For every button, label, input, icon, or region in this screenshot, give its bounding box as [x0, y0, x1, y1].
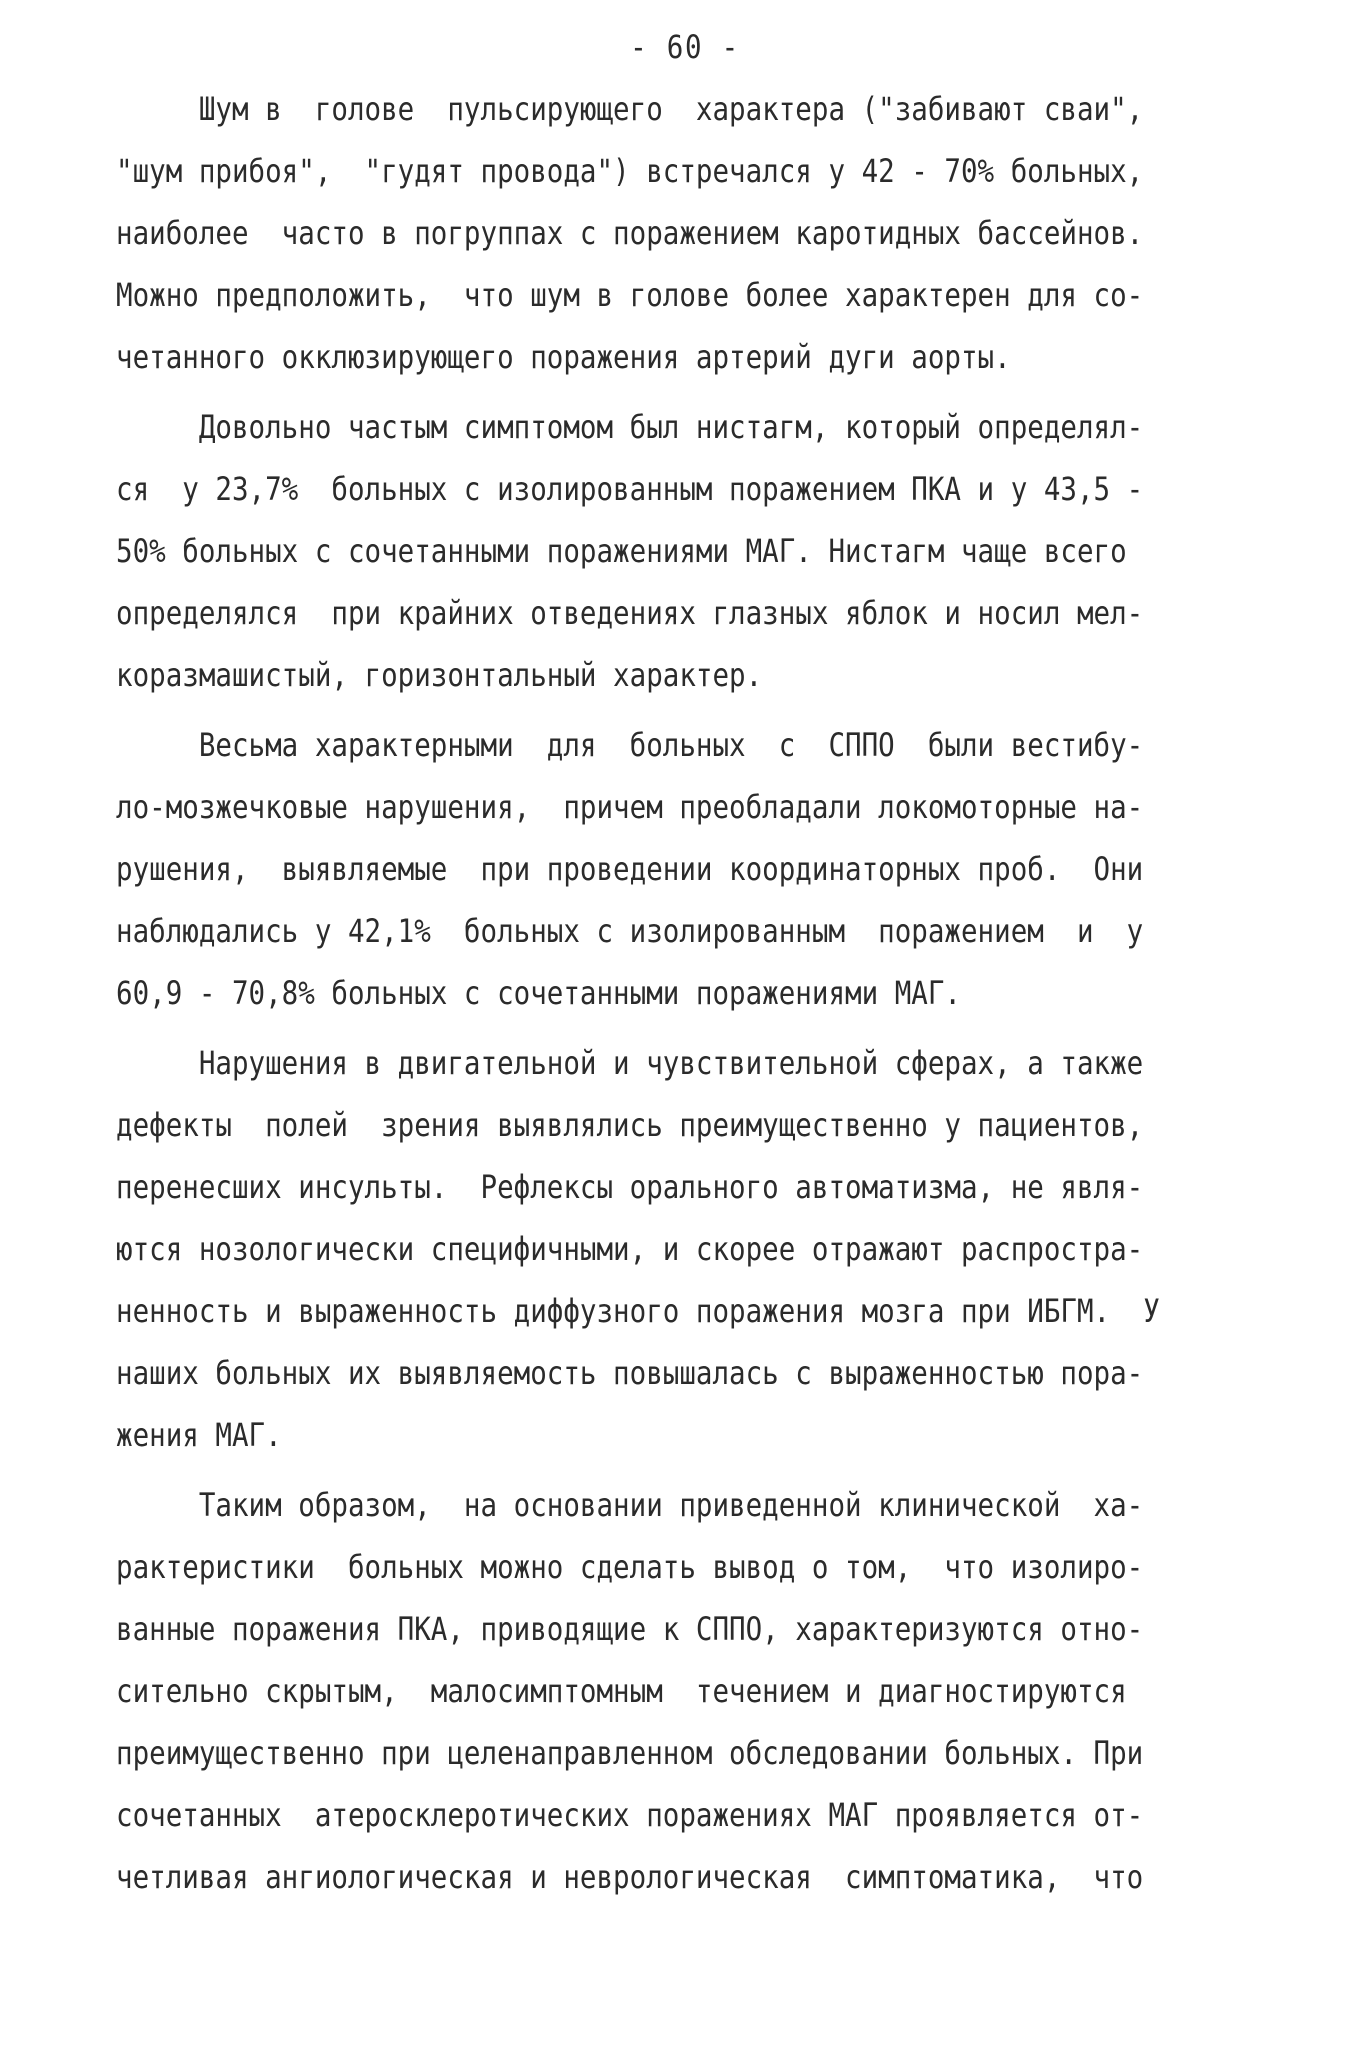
text-line: Нарушения в двигательной и чувствительной сферах, а также [116, 1044, 1144, 1082]
text-line: 60,9 - 70,8% больных с сочетанными поражениями МАГ. [116, 974, 961, 1012]
paragraph-2 [116, 396, 1252, 706]
text-line: четанного окклюзирующего поражения артерий дуги аорты. [116, 338, 1011, 376]
text-line: ненность и выраженность диффузного поражения мозга при ИБГМ. У [116, 1292, 1160, 1330]
text-line: четливая ангиологическая и неврологическая симптоматика, что [116, 1858, 1144, 1896]
text-line: рактеристики больных можно сделать вывод о том, что изолиро- [116, 1548, 1144, 1586]
text-line: "шум прибоя", "гудят провода") встречался у 42 - 70% больных, [116, 152, 1144, 190]
text-line: Шум в голове пульсирующего характера ("забивают сваи", [116, 90, 1144, 128]
body-text [116, 78, 1252, 1916]
paragraph-1 [116, 78, 1252, 388]
paragraph-3 [116, 714, 1252, 1024]
text-line: преимущественно при целенаправленном обследовании больных. При [116, 1734, 1144, 1772]
text-line: Таким образом, на основании приведенной клинической ха- [116, 1486, 1144, 1524]
text-line: Можно предположить, что шум в голове более характерен для со- [116, 276, 1144, 314]
text-line: сительно скрытым, малосимптомным течением и диагностируются [116, 1672, 1127, 1710]
text-line: ванные поражения ПКА, приводящие к СППО, характеризуются отно- [116, 1610, 1144, 1648]
text-line: сочетанных атеросклеротических поражениях МАГ проявляется от- [116, 1796, 1144, 1834]
text-line: 50% больных с сочетанными поражениями МАГ. Нистагм чаще всего [116, 532, 1127, 570]
paragraph-5 [116, 1474, 1252, 1908]
text-line: наиболее часто в погруппах с поражением каротидных бассейнов. [116, 214, 1144, 252]
text-line: ся у 23,7% больных с изолированным поражением ПКА и у 43,5 - [116, 470, 1144, 508]
text-line: перенесших инсульты. Рефлексы орального автоматизма, не явля- [116, 1168, 1144, 1206]
text-line: наших больных их выявляемость повышалась с выраженностью пора- [116, 1354, 1144, 1392]
text-line: Весьма характерными для больных с СППО были вестибу- [116, 726, 1144, 764]
text-line: наблюдались у 42,1% больных с изолированным поражением и у [116, 912, 1144, 950]
text-line: рушения, выявляемые при проведении координаторных проб. Они [116, 850, 1144, 888]
page-number: - 60 - [630, 28, 740, 66]
text-line: ло-мозжечковые нарушения, причем преобладали локомоторные на- [116, 788, 1144, 826]
text-line: ются нозологически специфичными, и скорее отражают распростра- [116, 1230, 1144, 1268]
text-line: дефекты полей зрения выявлялись преимущественно у пациентов, [116, 1106, 1144, 1144]
text-line: коразмашистый, горизонтальный характер. [116, 656, 763, 694]
text-line: жения МАГ. [116, 1416, 282, 1454]
paragraph-4 [116, 1032, 1252, 1466]
text-line: Довольно частым симптомом был нистагм, который определял- [116, 408, 1144, 446]
text-line: определялся при крайних отведениях глазных яблок и носил мел- [116, 594, 1144, 632]
